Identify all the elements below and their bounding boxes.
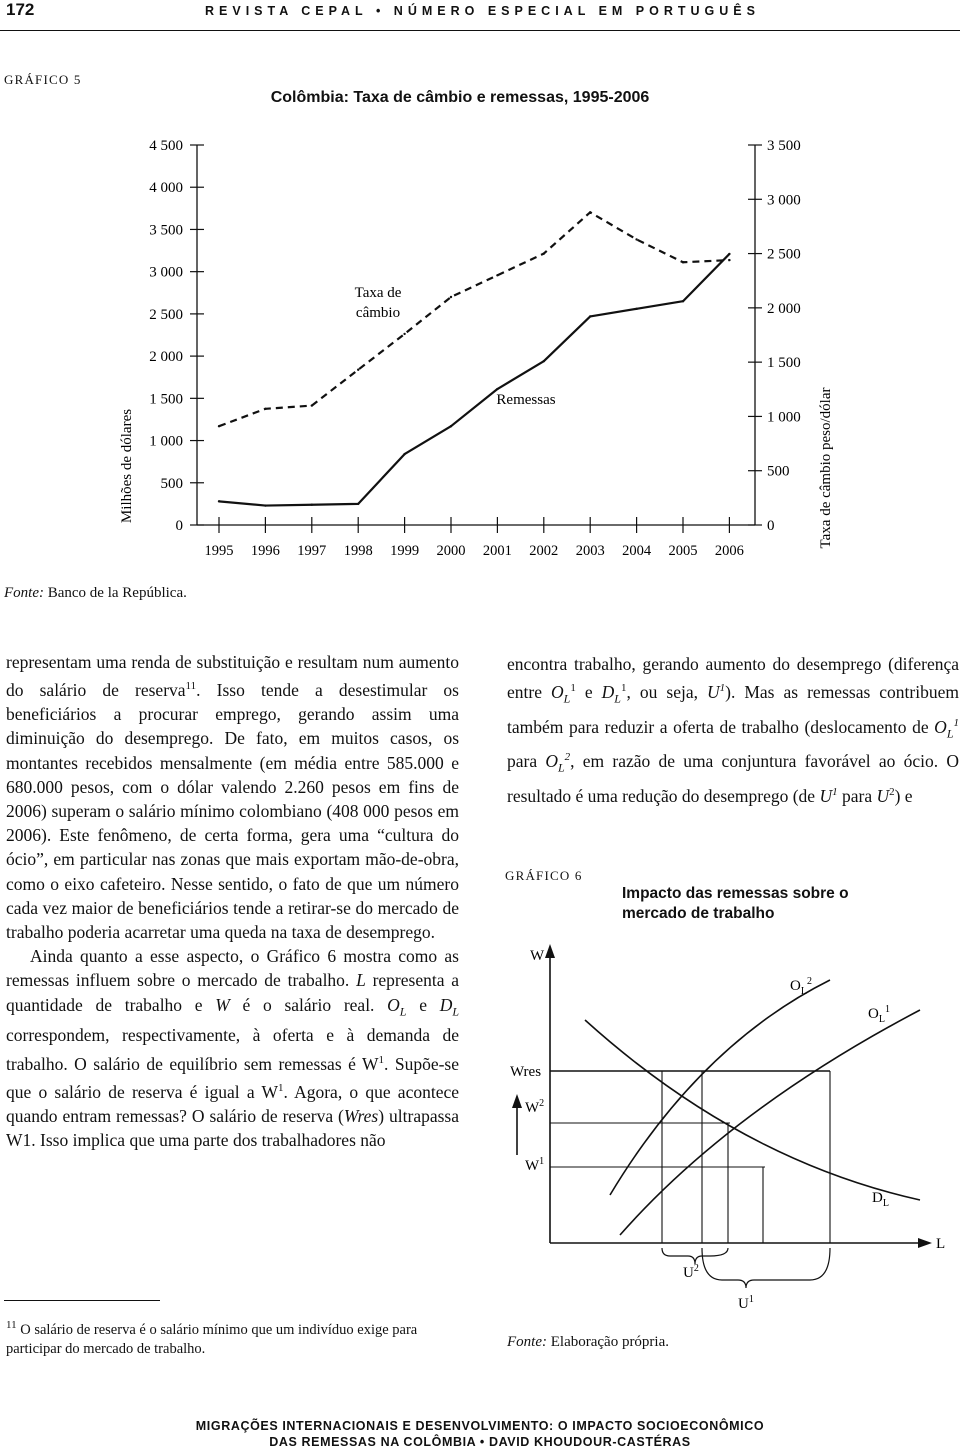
exchange-rate-point — [496, 274, 498, 276]
u1-label: $U^1$ — [738, 1294, 754, 1310]
chart-series — [218, 211, 731, 507]
u1-brace — [702, 1248, 830, 1288]
y2-tick-label: 1 500 — [767, 355, 801, 372]
y-tick-label: 1 000 — [149, 433, 183, 450]
y2-tick-label: 2 500 — [767, 246, 801, 263]
x-tick-label: 2005 — [668, 543, 698, 559]
u2-label: $U^2$ — [683, 1263, 699, 1281]
footer-line-2: DAS REMESSAS NA COLÔMBIA • DAVID KHOUDOUR-CASTÉRAS — [269, 1435, 691, 1449]
figure5-title: Colômbia: Taxa de câmbio e remessas, 1995-2006 — [270, 89, 650, 106]
source-prefix: Fonte: — [507, 1334, 547, 1350]
wres-label: Wres — [510, 1064, 542, 1080]
x-tick-label: 2003 — [575, 543, 605, 559]
dl-label: $D_L$ — [872, 1190, 889, 1209]
demand-curve-dl — [585, 1020, 920, 1200]
source-text: Elaboração própria. — [546, 1334, 670, 1350]
w-axis-arrow — [545, 944, 555, 958]
y2-tick-label: 3 500 — [767, 138, 801, 154]
figure6-label: GRÁFICO 6 — [505, 868, 583, 883]
x-tick-label: 1997 — [297, 543, 327, 559]
supply-curve-ol2 — [610, 980, 830, 1195]
exchange-rate-point — [311, 404, 313, 406]
remittances-point — [450, 425, 452, 427]
body-right-column — [507, 652, 959, 808]
remittances-point — [589, 315, 591, 317]
exchange-rate-line — [219, 212, 729, 426]
w-axis-label: W — [530, 948, 545, 964]
y-tick-label: 4 500 — [149, 138, 183, 154]
y-tick-label: 500 — [160, 475, 183, 492]
exchange-rate-point — [728, 259, 730, 261]
chart-ticks — [149, 138, 801, 559]
remittances-point — [543, 360, 545, 362]
u2-brace — [662, 1248, 728, 1264]
exchange-rate-point — [264, 408, 266, 410]
y-tick-label: 2 000 — [149, 349, 183, 366]
y-tick-label: 1 500 — [149, 391, 183, 408]
series-label-exchange-rate-2: câmbio — [355, 305, 401, 321]
paragraph-3: encontra trabalho, gerando aumento do desemprego (diferença entre $O_L^1$ e $D_L^1$, ou seja, $U^1$). Mas as remessas contribuem também para reduzir a oferta de trabalho (deslocamento de $O_L^1$ para $O_L^2$, em razão de uma conjuntura favorável ao ócio. O resultado é uma redução do desemprego (de $U^1$ para $U^2$) e — [507, 654, 959, 806]
x-tick-label: 2001 — [482, 543, 512, 559]
paragraph-1: representam uma renda de substituição e resultam num aumento do salário de reserva$^{11}$. Isso tende a desestimular os beneficiários a procurar emprego, gerando assim uma diminuição do desemprego. De fato, em muitos casos, os montantes recebidos mensalmente (em média entre 585.000 e 680.000 pesos, com o dólar valendo 2.260 pesos em fins de 2006) superam o salário mínimo colombiano (408 000 pesos em 2006). Este fenômeno, de certa forma, gera uma “cultura do ócio”, em particular nas zonas que mais exportam mão-de-obra, como o eixo cafeteiro. Nesse sentido, o fato de que um número cada vez maior de beneficiários tende a retirar-se do mercado de trabalho poderia acarretar uma queda na taxa de desemprego. — [6, 652, 459, 943]
remittances-point — [682, 300, 684, 302]
page-number: 172 — [6, 0, 35, 19]
figure6-diagram — [500, 930, 960, 1310]
footer-line-1: MIGRAÇÕES INTERNACIONAIS E DESENVOLVIMENTO: O IMPACTO SOCIOECONÔMICO — [195, 1419, 765, 1433]
x-tick-label: 1998 — [343, 543, 373, 559]
footnote-number: 11 — [6, 1319, 17, 1331]
w2-label: $W^2$ — [525, 1098, 545, 1116]
ol1-label: $O_L^1$ — [868, 1004, 890, 1025]
source-text: Banco de la República. — [43, 585, 187, 601]
footnote-ref: 11 — [185, 680, 197, 693]
x-tick-label: 1999 — [390, 543, 420, 559]
exchange-rate-point — [635, 238, 637, 240]
remittances-point — [311, 504, 313, 506]
exchange-rate-point — [450, 296, 452, 298]
remittances-line — [219, 254, 729, 506]
w1-label: $W^1$ — [525, 1156, 545, 1174]
y2-tick-label: 500 — [767, 463, 790, 480]
figure5-source — [4, 585, 187, 602]
exchange-rate-point — [589, 211, 591, 213]
y-tick-label: 3 000 — [149, 264, 183, 281]
series-label-remittances: Remessas — [496, 392, 556, 408]
figure6-source — [507, 1334, 669, 1351]
paragraph-2: Ainda quanto a esse aspecto, o Gráfico 6 mostra como as remessas influem sobre o mercado de trabalho. L representa a quantidade de trabalho e W é o salário real. $O_L$ e $D_L$ correspondem, respectivamente, à oferta e à demanda de trabalho. O salário de equilíbrio sem remessas é $W^1$. Supõe-se que o salário de reserva é igual a $W^1$. Agora, o que acontece quando entram remessas? O salário de reserva (Wres) ultrapassa W1. Isso implica que uma parte dos trabalhadores não — [6, 946, 460, 1150]
l-axis-label: L — [936, 1236, 946, 1252]
l-axis-arrow — [918, 1238, 932, 1248]
x-tick-label: 1996 — [250, 543, 280, 559]
x-tick-label: 2000 — [436, 543, 466, 559]
exchange-rate-point — [218, 425, 220, 427]
ol2-label: $O_L^2$ — [790, 976, 812, 997]
source-prefix: Fonte: — [4, 585, 44, 601]
x-tick-label: 1995 — [204, 543, 234, 559]
y-axis-label: Milhões de dólares — [119, 408, 135, 524]
x-tick-label: 2004 — [622, 543, 652, 559]
y2-axis-label: Taxa de câmbio peso/dólar — [818, 387, 834, 549]
footnote — [6, 1316, 461, 1359]
y2-tick-label: 1 000 — [767, 409, 801, 426]
y-tick-label: 3 500 — [149, 222, 183, 239]
y2-tick-label: 2 000 — [767, 300, 801, 317]
remittances-point — [403, 453, 405, 455]
running-footer — [0, 1418, 960, 1450]
remittances-point — [357, 503, 359, 505]
figure6-title: Impacto das remessas sobre o mercado de trabalho — [622, 885, 849, 922]
figure5-chart — [0, 130, 960, 570]
y2-tick-label: 3 000 — [767, 192, 801, 209]
y2-tick-label: 0 — [767, 518, 775, 534]
series-label-exchange-rate-1: Taxa de — [354, 285, 402, 301]
exchange-rate-point — [682, 261, 684, 263]
footnote-rule — [4, 1300, 160, 1301]
header-rule — [0, 30, 960, 31]
remittances-point — [496, 388, 498, 390]
figure5-label: GRÁFICO 5 — [4, 72, 82, 87]
exchange-rate-point — [543, 252, 545, 254]
y-tick-label: 4 000 — [149, 180, 183, 197]
y-tick-label: 0 — [175, 518, 183, 534]
remittances-point — [635, 308, 637, 310]
remittances-point — [218, 500, 220, 502]
x-tick-label: 2002 — [529, 543, 559, 559]
chart-axes — [197, 145, 755, 525]
x-tick-label: 2006 — [714, 543, 744, 559]
remittances-point — [264, 504, 266, 506]
remittances-point — [728, 253, 730, 255]
y-tick-label: 2 500 — [149, 306, 183, 323]
body-left-column — [6, 650, 459, 1152]
wres-arrowhead — [512, 1094, 522, 1108]
journal-running-head: REVISTA CEPAL • NÚMERO ESPECIAL EM PORTUGUÊS — [205, 4, 760, 18]
exchange-rate-point — [403, 333, 405, 335]
footnote-text: O salário de reserva é o salário mínimo que um indivíduo exige para participar do mercado de trabalho. — [6, 1321, 418, 1357]
exchange-rate-point — [357, 369, 359, 371]
